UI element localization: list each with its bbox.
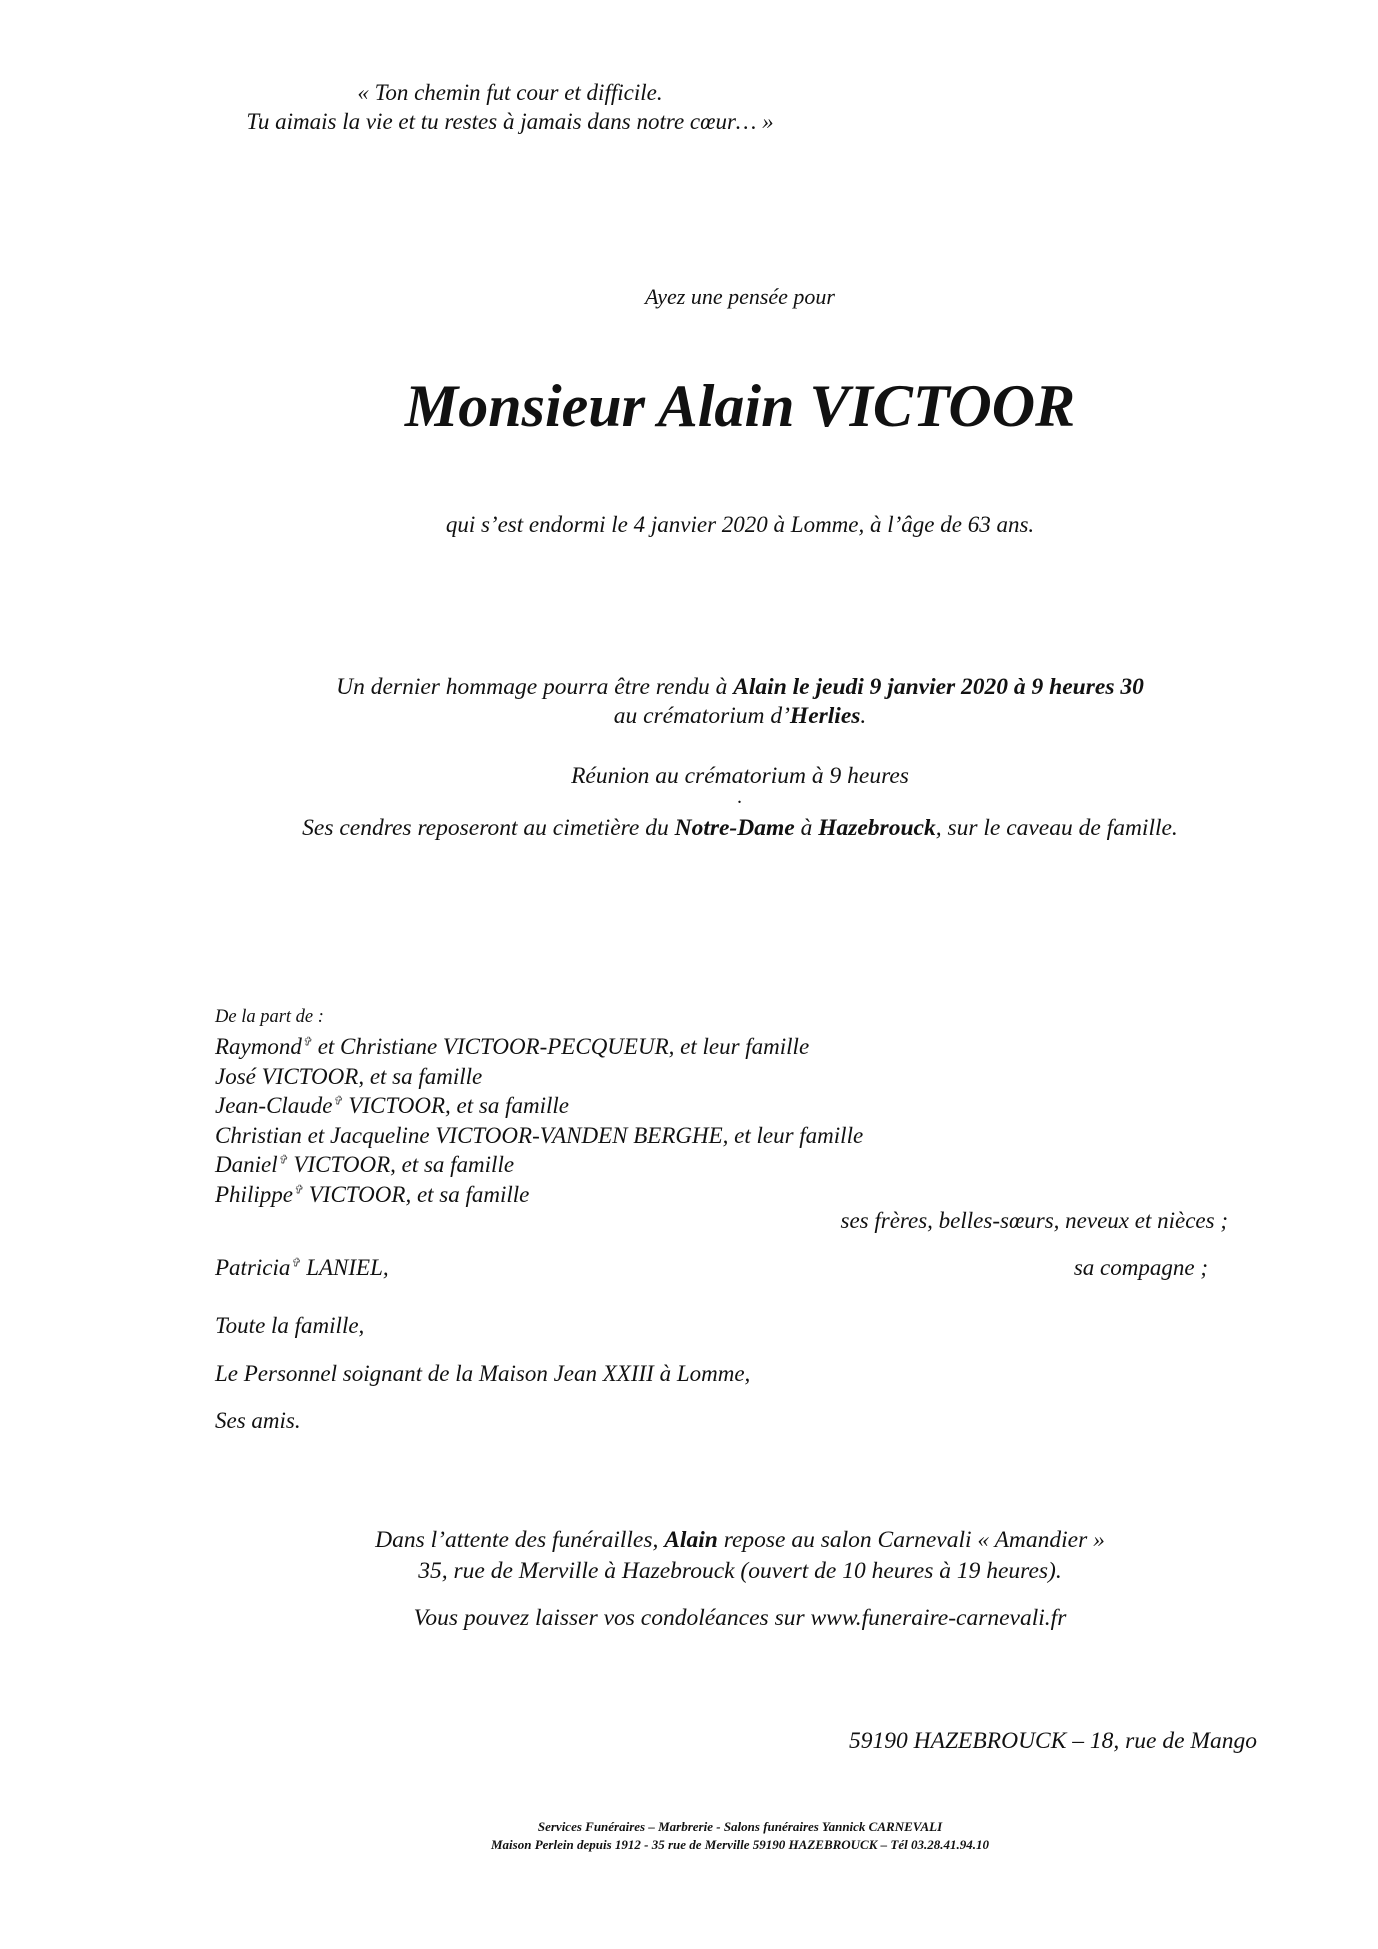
viewing-suffix: repose au salon Carnevali « Amandier » (717, 1527, 1105, 1553)
viewing-line-2: 35, rue de Merville à Hazebrouck (ouvert de 10 heures à 19 heures). (418, 1558, 1062, 1584)
family-member (215, 1091, 863, 1121)
other-mourners (215, 1302, 750, 1445)
separator-dot: . (737, 786, 743, 808)
member-rest: et Christiane VICTOOR-PECQUEUR, et leur famille (311, 1034, 810, 1059)
condolences-notice: Vous pouvez laisser vos condoléances sur www.funeraire-carnevali.fr (413, 1605, 1067, 1631)
partner-relation: sa compagne ; (1073, 1255, 1208, 1280)
tribute-place-prefix: au crématorium d’ (613, 703, 790, 729)
tribute-line-1 (0, 673, 1378, 702)
tribute-line-2 (0, 702, 1378, 731)
tribute-date-time: Alain le jeudi 9 janvier 2020 à 9 heures 30 (733, 674, 1144, 700)
member-rest: VICTOOR, et sa famille (287, 1152, 515, 1177)
viewing-notice (0, 1525, 1378, 1587)
intro-text: Ayez une pensée pour (645, 284, 835, 309)
family-member (215, 1150, 863, 1180)
family-address: 59190 HAZEBROUCK – 18, rue de Mango (849, 1728, 1257, 1754)
mourner-line: Le Personnel soignant de la Maison Jean XXIII à Lomme, (215, 1360, 751, 1386)
partner-name (215, 1255, 389, 1281)
tribute-prefix: Un dernier hommage pourra être rendu à (336, 674, 734, 700)
deceased-name: Monsieur Alain VICTOOR (404, 373, 1076, 439)
member-rest: VICTOOR, et sa famille (303, 1181, 530, 1207)
epigraph-quote (200, 78, 820, 136)
family-member (215, 1032, 863, 1062)
ashes-suffix: , sur le caveau de famille. (935, 815, 1178, 841)
tribute-place-suffix: . (860, 703, 867, 729)
mourner-line: Toute la famille, (215, 1313, 365, 1338)
viewing-line-1 (0, 1525, 1378, 1556)
cross-icon: ✞ (277, 1152, 288, 1167)
family-list (215, 1032, 863, 1209)
meeting-notice: Réunion au crématorium à 9 heures (571, 763, 909, 789)
cemetery-name: Notre-Dame (674, 815, 795, 841)
cross-icon: ✞ (332, 1093, 343, 1108)
mourner-line: Ses amis. (215, 1408, 301, 1433)
member-rest: et Jacqueline VICTOOR-VANDEN BERGHE, et leur famille (301, 1122, 864, 1148)
from-label: De la part de : (215, 1007, 324, 1027)
family-member (215, 1062, 863, 1092)
tribute-announcement (0, 673, 1378, 731)
partner-first-name: Patricia (215, 1255, 291, 1280)
cross-icon: ✞ (292, 1181, 303, 1196)
tribute-place: Herlies (789, 703, 861, 729)
partner-rest: LANIEL, (300, 1255, 389, 1280)
member-first-name: Christian (215, 1122, 302, 1148)
family-member (215, 1121, 863, 1151)
cemetery-city: Hazebrouck (818, 815, 936, 841)
member-first-name: Raymond (215, 1034, 302, 1059)
ashes-prefix: Ses cendres reposeront au cimetière du (302, 815, 675, 841)
family-member (215, 1180, 863, 1210)
footer-line-2: Maison Perlein depuis 1912 - 35 rue de Merville 59190 HAZEBROUCK – Tél 03.28.41.94.10 (491, 1837, 989, 1852)
member-first-name: Jean-Claude (215, 1093, 333, 1118)
member-first-name: Philippe (215, 1181, 293, 1207)
epigraph-line-2: Tu aimais la vie et tu restes à jamais dans notre cœur… » (246, 109, 774, 134)
cross-icon: ✞ (301, 1034, 312, 1049)
cross-icon: ✞ (290, 1255, 301, 1270)
member-rest: VICTOOR, et sa famille (342, 1093, 569, 1118)
viewing-prefix: Dans l’attente des funérailles, (375, 1527, 665, 1553)
ashes-notice (0, 815, 1378, 842)
epigraph-line-1: « Ton chemin fut cour et difficile. (357, 80, 663, 105)
ashes-middle: à (794, 815, 819, 841)
member-first-name: Daniel (215, 1152, 278, 1177)
death-notice: qui s’est endormi le 4 janvier 2020 à Lomme, à l’âge de 63 ans. (445, 512, 1035, 537)
member-rest: VICTOOR, et sa famille (255, 1063, 483, 1089)
family-relation: ses frères, belles-sœurs, neveux et nièces ; (840, 1208, 1228, 1233)
member-first-name: José (215, 1063, 256, 1089)
viewing-name: Alain (664, 1527, 718, 1553)
funeral-home-footer (0, 1818, 1378, 1854)
footer-line-1: Services Funéraires – Marbrerie - Salons funéraires Yannick CARNEVALI (537, 1819, 943, 1834)
